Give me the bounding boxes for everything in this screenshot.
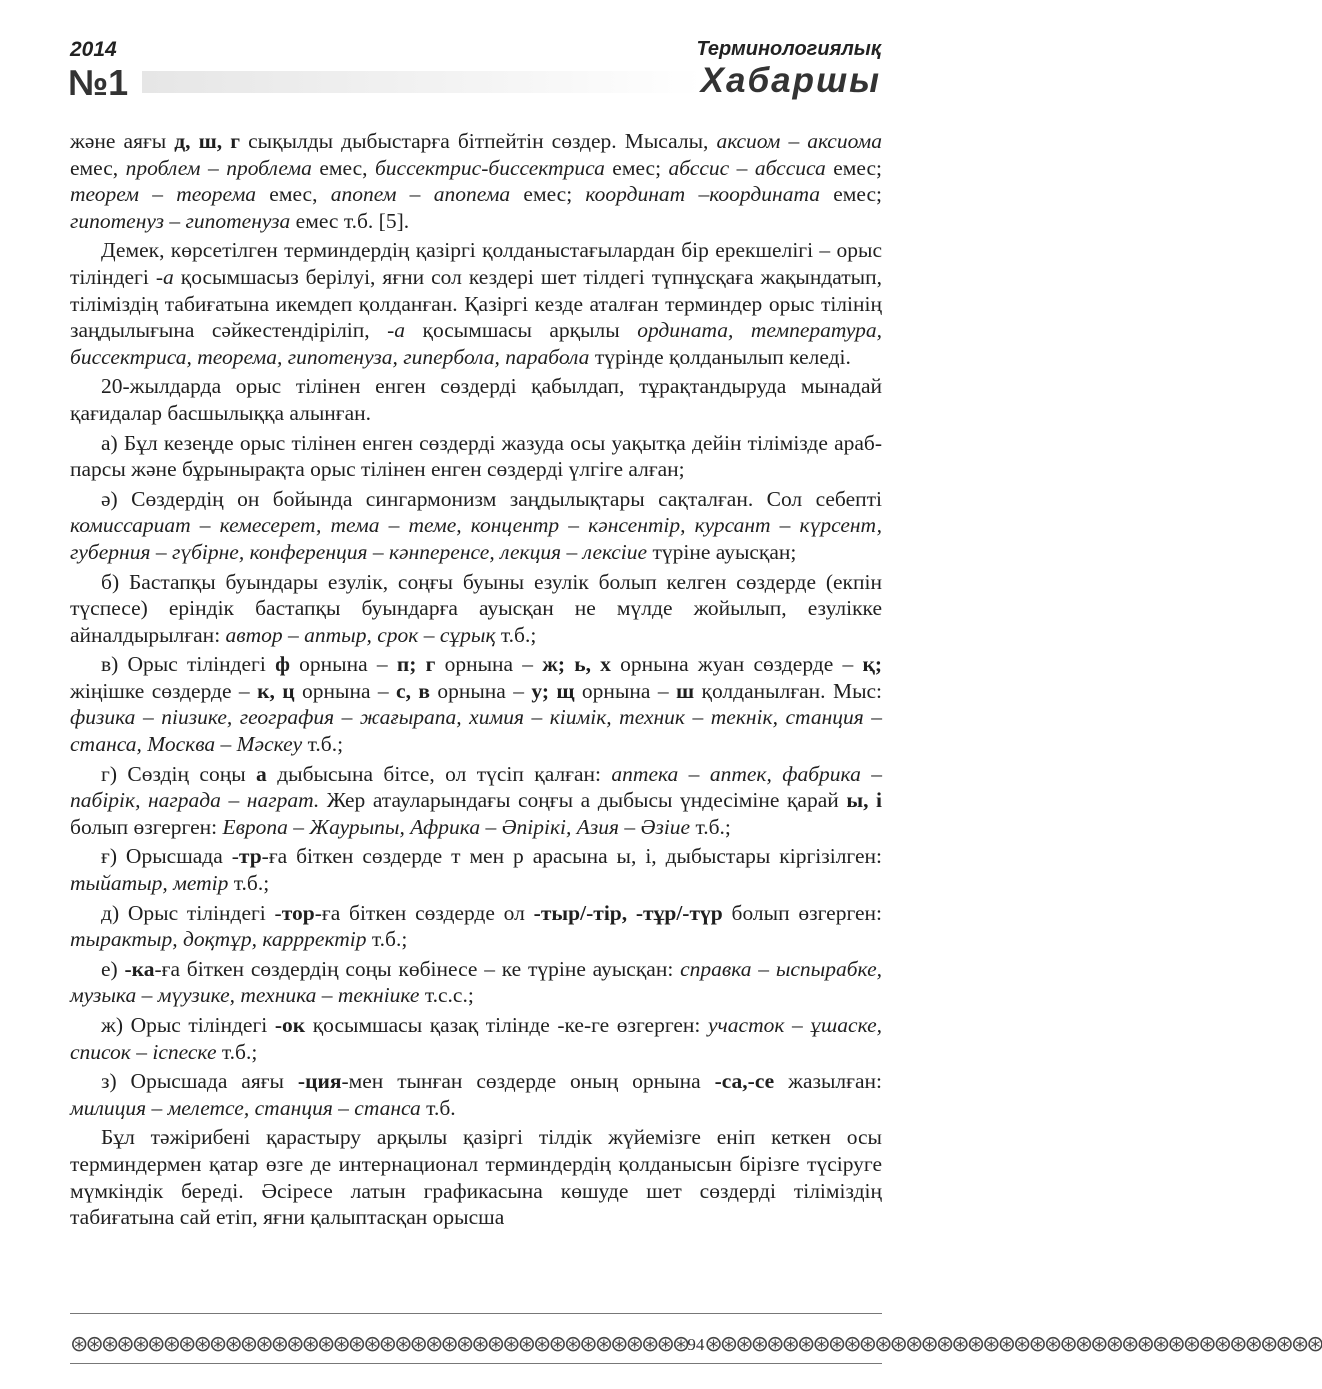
- article-body: [70, 128, 882, 1234]
- header-year: 2014: [70, 38, 117, 61]
- ornament-left-icon: ⊛⊛⊛⊛⊛⊛⊛⊛⊛⊛⊛⊛⊛⊛⊛⊛⊛⊛⊛⊛⊛⊛⊛⊛⊛⊛⊛⊛⊛⊛⊛⊛⊛⊛⊛⊛⊛⊛⊛⊛: [70, 1332, 688, 1357]
- header-band: [142, 71, 702, 93]
- paragraph-3: 20-жылдарда орыс тілінен енген сөздерді қабылдап, тұрақтандыруда мынадай қағидалар басшылыққа алынған.: [70, 374, 882, 425]
- paragraph-8: г) Сөздің соңы а дыбысына бітсе, ол түсіп қалған: аптека – аптек, фабрика – пабірік, награда – награт. Жер атауларындағы соңғы а дыбысы үндесіміне қарай ы, і болып өзгерген: Европа – Жаурыпы, Африка – Әпірікі, Азия – Әзіие т.б.;: [70, 761, 882, 839]
- paragraph-4: а) Бұл кезеңде орыс тілінен енген сөздерді жазуда осы уақытқа дейін тілімізде араб-парсы және бұрынырақта орыс тілінен енген сөздерді үлгіге алған;: [70, 430, 882, 482]
- header-journal-name: Хабаршы: [700, 61, 881, 100]
- paragraph-2: Демек, көрсетілген терминдердің қазіргі қолданыстағылардан бір ерекшелігі – орыс тіліндегі -а қосымшасыз берілуі, яғни сол кездері шет тілдегі түпнұсқаға жақындатып, тіліміздің табиғатына икемдеп қолданған. Қазіргі кезде аталған терминдер орыс тілінің заңдылығына сәйкестендіріліп, -а қосымшасы арқылы ордината, температура, биссектриса, теорема, гипотенуза, гипербола, парабола түрінде қолданылып келеді.: [70, 238, 882, 369]
- paragraph-9: ғ) Орысшада -тр-ға біткен сөздерде т мен р арасына ы, і, дыбыстары кіргізілген: тыйатыр, метір т.б.;: [70, 844, 882, 896]
- ornament-right-icon: ⊛⊛⊛⊛⊛⊛⊛⊛⊛⊛⊛⊛⊛⊛⊛⊛⊛⊛⊛⊛⊛⊛⊛⊛⊛⊛⊛⊛⊛⊛⊛⊛⊛⊛⊛⊛⊛⊛⊛⊛: [704, 1332, 1322, 1357]
- paragraph-12: ж) Орыс тіліндегі -ок қосымшасы қазақ тілінде -ке-ге өзгерген: участок – ұшаске, список – іспеске т.б.;: [70, 1013, 883, 1064]
- paragraph-13: з) Орысшада аяғы -ция-мен тынған сөздерде оның орнына -са,-се жазылған: милиция – мелетсе, станция – станса т.б.: [70, 1069, 882, 1120]
- footer-rule-bottom: [70, 1363, 882, 1364]
- paragraph-14: Бұл тәжірибені қарастыру арқылы қазіргі тілдік жүйемізге еніп кеткен осы терминдермен қатар өзге де интернационал терминдердің қолданысын бірізге түсіруге мүмкіндік береді. Әсіресе латын графикасына көшуде шет сөздерді тіліміздің табиғатына сай етіп, яғни қалыптасқан орысша: [70, 1125, 882, 1230]
- page-number: 94: [687, 1335, 705, 1354]
- paragraph-11: е) -ка-ға біткен сөздердің соңы көбінесе – ке түріне ауысқан: справка – ыспырабке, музыка – мүузике, техника – текніике т.с.с.;: [70, 956, 882, 1008]
- paragraph-7: в) Орыс тіліндегі ф орнына – п; г орнына – ж; ь, х орнына жуан сөздерде – қ; жіңішке сөздерде – к, ц орнына – с, в орнына – у; щ орнына – ш қолданылған. Мыс: физика – піизике, география – жағырапа, химия – кіимік, техник – текнік, станция – станса, Москва – Мәскеу т.б.;: [70, 652, 883, 757]
- footer-rule: [70, 1313, 882, 1314]
- paragraph-6: б) Бастапқы буындары езулік, соңғы буыны езулік болып келген сөздерде (екпін түспесе) еріндік бастапқы буындарға ауысқан не мүлде жойылып, езулікке айналдырылған: автор – аптыр, срок – сұрық т.б.;: [70, 569, 882, 647]
- header-issue: №1: [68, 62, 129, 103]
- paragraph-1: және аяғы д, ш, г сықылды дыбыстарға бітпейтін сөздер. Мысалы, аксиом – аксиома емес, проблем – проблема емес, биссектрис-биссектриса емес; абссис – абссиса емес; теорем – теорема емес, апопем – апопема емес; координат –координата емес; гипотенуз – гипотенуза емес т.б. [5].: [70, 129, 882, 233]
- paragraph-5: ә) Сөздердің он бойында сингармонизм заңдылықтары сақталған. Сол себепті комиссариат – кемесерет, тема – теме, концентр – кәнсентір, курсант – күрсент, губерния – гүбірне, конференция – кәнперенсе, лекция – лексіие түріне ауысқан;: [70, 486, 882, 564]
- paragraph-10: д) Орыс тіліндегі -тор-ға біткен сөздерде ол -тыр/-тір, -тұр/-түр болып өзгерген: тырактыр, доқтұр, каррректір т.б.;: [70, 900, 883, 952]
- header-journal-title: Терминологиялық: [696, 38, 881, 60]
- footer-ornament: [70, 1332, 1322, 1357]
- page-header: [0, 0, 949, 120]
